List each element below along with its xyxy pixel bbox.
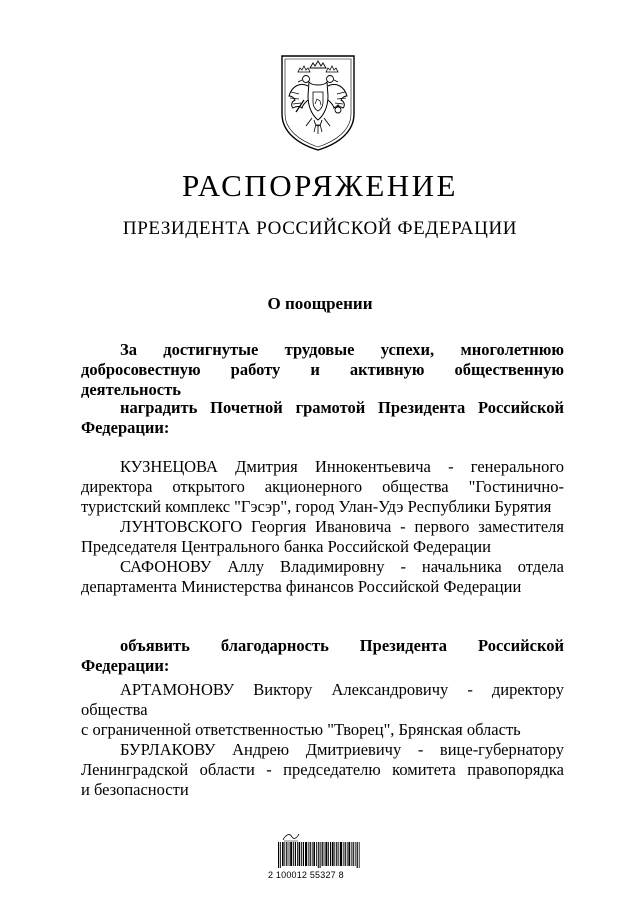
russian-coat-of-arms-icon (276, 52, 360, 154)
gratitude-line: и безопасности (81, 780, 189, 799)
awardee-line: КУЗНЕЦОВА Дмитрия Иннокентьевича - генерального (120, 457, 564, 476)
barcode-icon (278, 842, 360, 868)
awardee-list (81, 457, 564, 597)
gratitude-line: АРТАМОНОВУ Виктору Александровичу - директору общества (81, 680, 564, 719)
document-subject: О поощрении (267, 294, 373, 313)
awardee-line: Председателя Центрального банка Российской Федерации (81, 537, 491, 556)
award-heading-line: наградить Почетной грамотой Президента Российской (120, 398, 564, 417)
awardee-entry (81, 517, 564, 557)
gratitude-entry (81, 680, 564, 740)
gratitude-heading (81, 636, 564, 676)
document-subtitle: ПРЕЗИДЕНТА РОССИЙСКОЙ ФЕДЕРАЦИИ (122, 218, 518, 239)
award-heading-line: Федерации: (81, 418, 170, 437)
awardee-entry (81, 557, 564, 597)
gratitude-line: БУРЛАКОВУ Андрею Дмитриевичу - вице-губернатору (120, 740, 564, 759)
preamble-paragraph (81, 340, 564, 400)
barcode-number: 2 100012 55327 8 (268, 870, 344, 880)
document-title: РАСПОРЯЖЕНИЕ (182, 168, 458, 203)
preamble-line: За достигнутые трудовые успехи, многолетнюю (120, 340, 564, 359)
awardee-line: туристский комплекс "Гэсэр", город Улан-Удэ Республики Бурятия (81, 497, 552, 516)
awardee-line: департамента Министерства финансов Российской Федерации (81, 577, 522, 596)
gratitude-line: с ограниченной ответственностью "Творец", Брянская область (81, 720, 521, 739)
gratitude-entry (81, 740, 564, 800)
gratitude-heading-line: объявить благодарность Президента Российской Федерации: (81, 636, 564, 675)
awardee-line: директора открытого акционерного общества "Гостинично- (81, 477, 564, 496)
gratitude-list (81, 680, 564, 800)
awardee-line: ЛУНТОВСКОГО Георгия Ивановича - первого заместителя (120, 517, 564, 536)
document-footer (268, 832, 372, 884)
award-heading (81, 398, 564, 438)
awardee-entry (81, 457, 564, 517)
awardee-line: САФОНОВУ Аллу Владимировну - начальника отдела (120, 557, 564, 576)
preamble-line: добросовестную работу и активную общественную деятельность (81, 360, 564, 399)
gratitude-line: Ленинградской области - председателю комитета правопорядка (81, 760, 564, 779)
registration-mark-icon (282, 832, 300, 842)
